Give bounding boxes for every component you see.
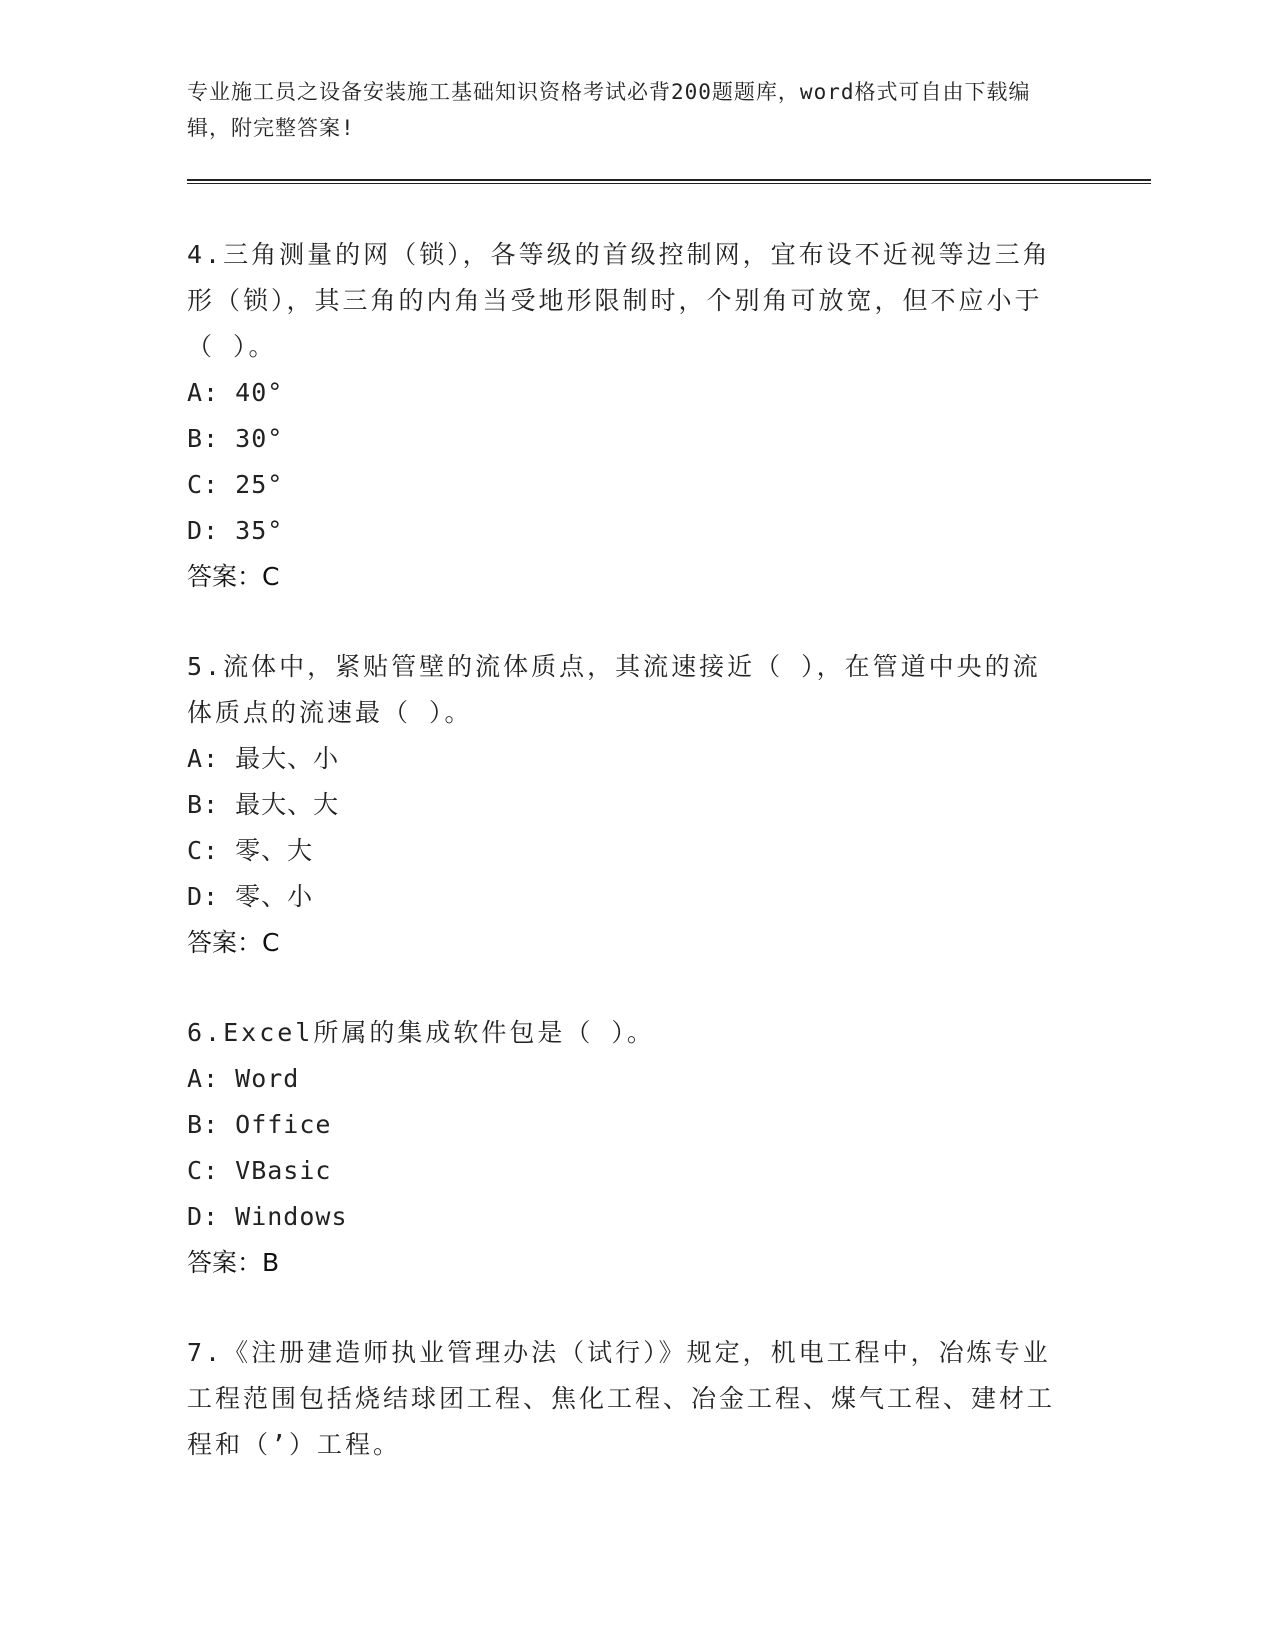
question-stem: 4.三角测量的网（锁），各等级的首级控制网，宜布设不近视等边三角形（锁），其三角的内角当受地形限制时，个别角可放宽，但不应小于（ ）。 [187,240,1051,361]
question-stem: 5.流体中，紧贴管壁的流体质点，其流速接近（ ），在管道中央的流体质点的流速最（ ）。 [187,652,1041,727]
option-a: A: 40° [187,378,284,407]
option-b: B: 最大、大 [187,790,340,819]
option-c: C: 零、大 [187,836,314,865]
document-header: 专业施工员之设备安装施工基础知识资格考试必背200题题库，word格式可自由下载编辑，附完整答案! [187,80,1031,140]
question-stem: 6.Excel所属的集成软件包是（ ）。 [187,1018,655,1047]
option-c: C: VBasic [187,1156,332,1185]
header-divider-thick [187,179,1151,181]
question-4 [187,232,1067,600]
answer-line: 答案：B [187,1248,280,1277]
answer-line: 答案：C [187,562,280,591]
header-divider-thin [187,183,1151,184]
option-a: A: 最大、小 [187,744,340,773]
answer-line: 答案：C [187,928,280,957]
option-d: D: 35° [187,516,284,545]
option-d: D: Windows [187,1202,348,1231]
option-a: A: Word [187,1064,300,1093]
question-6 [187,1010,1067,1286]
question-stem: 7.《注册建造师执业管理办法（试行）》规定，机电工程中，冶炼专业工程范围包括烧结球团工程、焦化工程、冶金工程、煤气工程、建材工程和（’）工程。 [187,1338,1056,1459]
option-c: C: 25° [187,470,284,499]
option-b: B: Office [187,1110,332,1139]
option-d: D: 零、小 [187,882,314,911]
question-7 [187,1330,1067,1468]
question-5 [187,644,1067,966]
option-b: B: 30° [187,424,284,453]
